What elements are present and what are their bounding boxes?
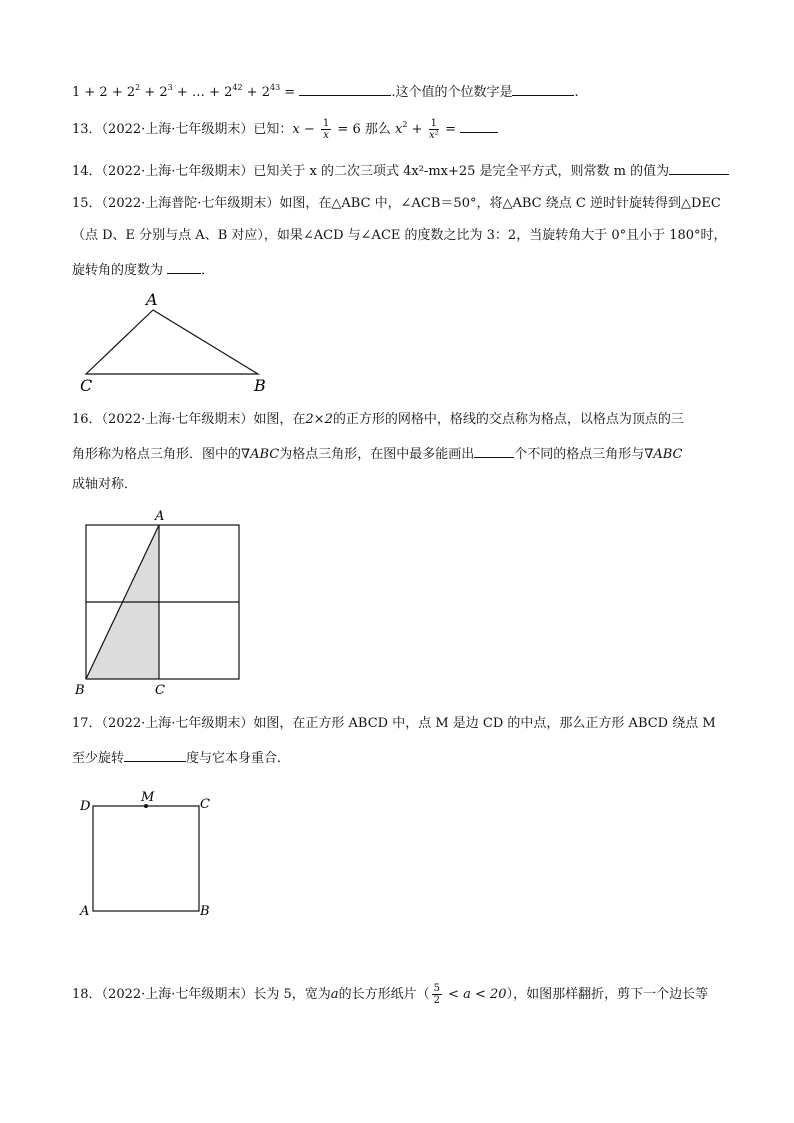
q16-text: 角形称为格点三角形．图中的: [72, 447, 242, 462]
label-a: A: [155, 509, 165, 524]
q18-line-1: [72, 983, 708, 1006]
q15-text: 15．（2022·上海普陀·七年级期末）如图，在△ABC 中，∠ACB＝50°，将△ABC 绕点 C 逆时针旋转得到△DEC: [72, 196, 721, 211]
label-a: A: [80, 904, 90, 919]
q12-exp: 43: [269, 83, 281, 92]
q12-text: .这个值的个位数字是: [391, 85, 513, 100]
q18-text: 18．（2022·上海·七年级期末）长为 5，宽为: [72, 987, 331, 1002]
label-b: B: [75, 683, 85, 698]
q12-line: [72, 83, 579, 99]
q16-triangle-name: ∇ABC: [241, 447, 280, 462]
q12-answer-blank-1[interactable]: [299, 83, 391, 96]
q13-den: x²: [428, 130, 439, 141]
q17-line-1: [72, 717, 716, 730]
q13-prefix: 13．（2022·上海·七年级期末）已知：: [72, 122, 293, 137]
q16-text: 16．（2022·上海·七年级期末）如图，在: [72, 412, 306, 427]
q12-expr: 1 + 2 + 2: [72, 85, 136, 100]
q15-answer-blank[interactable]: [167, 261, 201, 274]
q14-line: [72, 162, 729, 178]
q16-line-2: [72, 445, 682, 461]
q16-text: 为格点三角形，在图中最多能画出: [279, 447, 475, 462]
q17-answer-blank[interactable]: [124, 749, 186, 762]
q14-text: 14．（2022·上海·七年级期末）已知关于 x 的二次三项式 4x²-mx+25 是完全平方式，则常数 m 的值为: [72, 164, 670, 179]
q13-op: −: [299, 122, 319, 137]
q15-text: （点 D、E 分别与点 A、B 对应），如果∠ACD 与∠ACE 的度数之比为 3：2，当旋转角大于 0°且小于 180°时，: [72, 228, 727, 243]
q14-answer-blank[interactable]: [669, 162, 729, 175]
q13-line: [72, 118, 498, 141]
q17-square-figure: [70, 786, 230, 921]
q17-line-2: [72, 749, 290, 765]
q16-text: 个不同的格点三角形与: [514, 447, 645, 462]
q12-expr: =: [280, 85, 296, 100]
q16-answer-blank[interactable]: [474, 445, 514, 458]
q12-expr: + 2: [140, 85, 168, 100]
q16-line-3: [72, 478, 137, 491]
q18-text: ），如图那样翻折，剪下一个边长等: [506, 987, 709, 1002]
q16-text: 的正方形的网格中，格线的交点称为格点，以格点为顶点的三: [332, 412, 684, 427]
q13-op: =: [440, 122, 457, 137]
q17-text: 度与它本身重合．: [186, 751, 291, 766]
q13-var: x: [292, 122, 300, 137]
label-a: A: [146, 290, 158, 309]
label-c: C: [155, 683, 165, 698]
q12-text: .: [574, 85, 579, 100]
q15-triangle-figure: [70, 288, 280, 398]
q18-fraction: [432, 983, 442, 1006]
q12-answer-blank-2[interactable]: [512, 83, 574, 96]
q13-fraction: [321, 118, 331, 141]
q13-answer-blank[interactable]: [460, 120, 498, 133]
q13-num: 1: [430, 118, 437, 129]
q13-den: x: [323, 130, 329, 141]
q18-var: a: [330, 987, 339, 1002]
q16-grid-figure: [70, 504, 260, 700]
q12-expr: + … + 2: [172, 85, 233, 100]
label-d: D: [80, 799, 91, 814]
q12-expr: + 2: [242, 85, 270, 100]
q12-exp: 42: [232, 83, 243, 92]
q16-line-1: [72, 413, 684, 426]
label-b: B: [254, 376, 266, 395]
q15-line-3: [72, 261, 214, 277]
q18-text: 的长方形纸片（: [338, 987, 430, 1002]
label-m: M: [141, 790, 155, 805]
q17-text: 17．（2022·上海·七年级期末）如图，在正方形 ABCD 中，点 M 是边 CD 的中点，那么正方形 ABCD 绕点 M: [72, 716, 716, 731]
q18-condition: < a < 20: [443, 987, 507, 1002]
q13-exp: 2: [402, 120, 408, 129]
label-c: C: [200, 797, 210, 812]
label-c: C: [80, 376, 93, 395]
q16-grid-size: 2×2: [305, 412, 333, 427]
q12-exp: 3: [167, 83, 173, 92]
triangle-abc: [86, 310, 258, 374]
q15-text: ．: [201, 263, 215, 278]
q13-var: x: [395, 122, 403, 137]
q15-line-2: [72, 229, 727, 242]
q13-op: +: [407, 122, 427, 137]
q15-text: 旋转角的度数为: [72, 263, 168, 278]
q18-num: 5: [433, 983, 440, 994]
q13-fraction: [429, 118, 439, 141]
q16-text: 成轴对称．: [72, 477, 138, 492]
q13-op: = 6 那么: [333, 122, 395, 137]
square-abcd: [93, 806, 199, 911]
q18-den: 2: [433, 995, 440, 1006]
q17-text: 至少旋转: [72, 751, 125, 766]
q12-exp: 2: [135, 83, 141, 92]
q13-num: 1: [322, 118, 330, 129]
label-b: B: [200, 904, 210, 919]
q15-line-1: [72, 197, 721, 210]
q16-triangle-name: ∇ABC: [644, 447, 683, 462]
